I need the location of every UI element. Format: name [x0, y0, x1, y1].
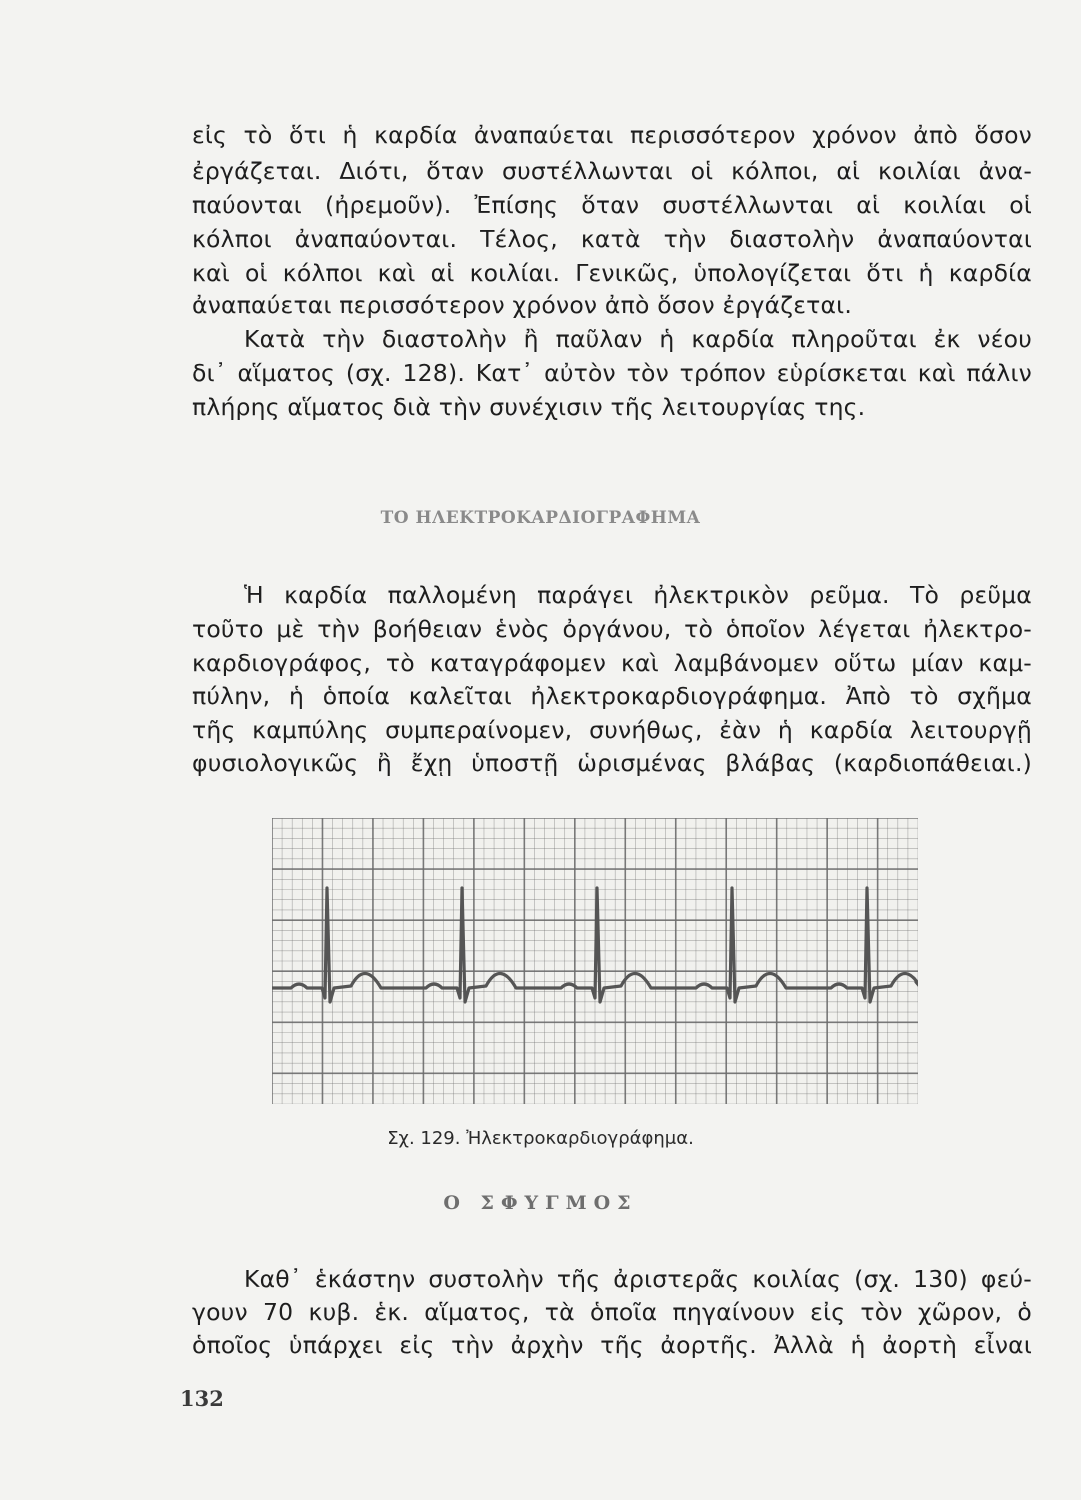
paragraph-4-line-1: Καθ᾽ ἑκάστην συστολὴν τῆς ἀριστερᾶς κοιλίας (σχ. 130) φεύ-	[244, 1265, 1032, 1293]
paragraph-4-line-2: γουν 70 κυβ. ἑκ. αἵματος, τὰ ὁποῖα πηγαίνουν εἰς τὸν χῶρον, ὁ	[192, 1298, 1032, 1326]
paragraph-2-line-2: δι᾽ αἵματος (σχ. 128). Κατ᾽ αὐτὸν τὸν τρόπον εὑρίσκεται καὶ πάλιν	[192, 359, 1032, 387]
paragraph-2-line-1: Κατὰ τὴν διαστολὴν ἢ παῦλαν ἡ καρδία πληροῦται ἐκ νέου	[244, 325, 1032, 353]
paragraph-1-line-1: εἰς τὸ ὅτι ἡ καρδία ἀναπαύεται περισσότερον χρόνον ἀπὸ ὅσον	[192, 121, 1032, 149]
paragraph-3-line-6: φυσιολογικῶς ἢ ἔχῃ ὑποστῇ ὡρισμένας βλάβας (καρδιοπάθειαι.)	[192, 749, 1032, 777]
paragraph-4-line-3: ὁποῖος ὑπάρχει εἰς τὴν ἀρχὴν τῆς ἀορτῆς. Ἀλλὰ ἡ ἀορτὴ εἶναι	[192, 1331, 1032, 1359]
paragraph-3-line-4: πύλην, ἡ ὁποία καλεῖται ἠλεκτροκαρδιογράφημα. Ἀπὸ τὸ σχῆμα	[192, 682, 1032, 710]
section-heading-pulse: Ο ΣΦΥΓΜΟΣ	[443, 1192, 638, 1214]
paragraph-3-line-5: τῆς καμπύλης συμπεραίνομεν, συνήθως, ἐὰν ἡ καρδία λειτουργῇ	[192, 716, 1032, 744]
paragraph-1-line-5: καὶ οἱ κόλποι καὶ αἱ κοιλίαι. Γενικῶς, ὑπολογίζεται ὅτι ἡ καρδία	[192, 259, 1032, 287]
section-heading-ecg: ΤΟ ΗΛΕΚΤΡΟΚΑΡΔΙΟΓΡΑΦΗΜΑ	[380, 508, 701, 528]
paragraph-1-line-2: ἐργάζεται. Διότι, ὅταν συστέλλωνται οἱ κόλποι, αἱ κοιλίαι ἀνα-	[192, 157, 1032, 185]
electrocardiogram-figure	[272, 818, 918, 1104]
paragraph-1-line-4: κόλποι ἀναπαύονται. Τέλος, κατὰ τὴν διαστολὴν ἀναπαύονται	[192, 225, 1032, 253]
paragraph-2-line-3: πλήρης αἵματος διὰ τὴν συνέχισιν τῆς λειτουργίας της.	[192, 393, 866, 421]
page-number: 132	[180, 1386, 224, 1411]
paragraph-3-line-1: Ἡ καρδία παλλομένη παράγει ἠλεκτρικὸν ρεῦμα. Τὸ ρεῦμα	[244, 581, 1032, 609]
paragraph-3-line-2: τοῦτο μὲ τὴν βοήθειαν ἑνὸς ὀργάνου, τὸ ὁποῖον λέγεται ἠλεκτρο-	[192, 615, 1032, 643]
figure-caption: Σχ. 129. Ἠλεκτροκαρδιογράφημα.	[387, 1128, 694, 1149]
paragraph-3-line-3: καρδιογράφος, τὸ καταγράφομεν καὶ λαμβάνομεν οὕτω μίαν καμ-	[192, 649, 1032, 677]
paragraph-1-line-6: ἀναπαύεται περισσότερον χρόνον ἀπὸ ὅσον ἐργάζεται.	[192, 291, 853, 319]
paragraph-1-line-3: παύονται (ἠρεμοῦν). Ἐπίσης ὅταν συστέλλωνται αἱ κοιλίαι οἱ	[192, 191, 1032, 219]
